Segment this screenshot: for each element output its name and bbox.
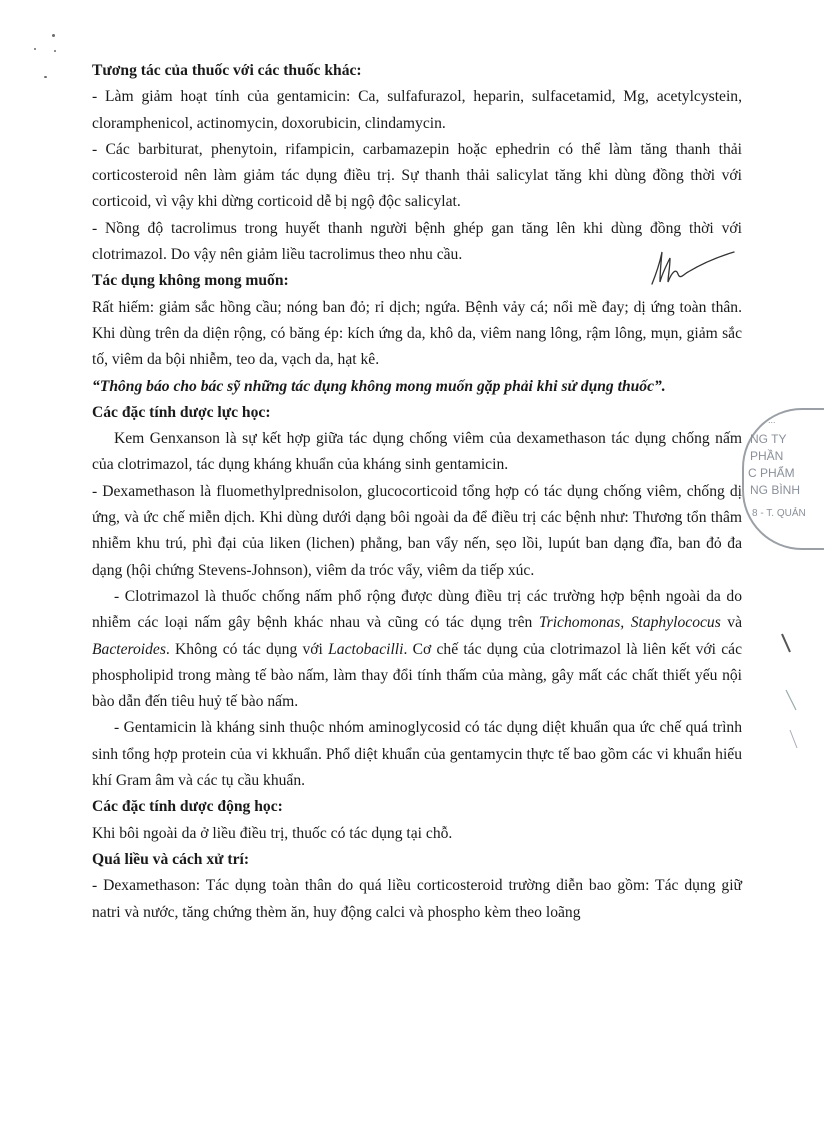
paragraph: Rất hiếm: giảm sắc hồng cầu; nóng ban đỏ; rỉ dịch; ngứa. Bệnh vảy cá; nổi mề đay; dị ứng toàn thân. Khi dùng trên da diện rộng, có băng ép: kích ứng da, khô da, viêm nang lông, rậm lông, mụn, giảm sắc tố, viêm da bội nhiễm, teo da, vạch da, hạt kê. [92, 298, 742, 369]
stamp-text: NG TY [750, 432, 787, 446]
margin-speck [54, 50, 56, 52]
stamp-text: PHẦN [750, 449, 784, 463]
stamp-text: NG BÌNH [750, 483, 801, 497]
paragraph: Khi bôi ngoài da ở liều điều trị, thuốc có tác dụng tại chỗ. [92, 824, 453, 842]
company-stamp [742, 408, 824, 550]
edge-mark-icon [770, 630, 799, 760]
paragraph: Kem Genxanson là sự kết hợp giữa tác dụng chống viêm của dexamethason tác dụng chống nấm của clotrimazol, tác dụng kháng khuẩn của kháng sinh gentamicin. [92, 430, 742, 474]
margin-speck [44, 76, 47, 78]
stamp-text: ... [768, 415, 776, 425]
stamp-text: 8 - T. QUẢN [752, 508, 806, 519]
text-span: . Không có tác dụng với [165, 640, 329, 658]
paragraph: - Dexamethason: Tác dụng toàn thân do quá liều corticosteroid trường diễn bao gồm: Tác dụng giữ natri và nước, tăng chứng thèm ăn, huy động calci và phospho kèm theo loãng [92, 877, 742, 921]
stamp-text: C PHẨM [748, 466, 795, 480]
organism-name: Staphylococus [630, 614, 721, 632]
organism-name: Lactobacilli [328, 640, 404, 658]
section-heading-overdose: Quá liều và cách xử trí: [92, 850, 250, 868]
text-span: và [720, 614, 742, 632]
text-span: . Cơ chế tác dụng của clotrimazol là liên kết với các phospholipid trong màng tế bào nấm, làm thay đổi tính thấm của màng, gây mất các chất thiết yếu nội bào dẫn đến tiêu huỷ tế bào nấm. [92, 640, 743, 711]
section-heading-side-effects: Tác dụng không mong muốn: [92, 272, 289, 290]
section-heading-pharmacokinetics: Các đặc tính dược động học: [92, 798, 283, 816]
signature-icon [648, 244, 738, 290]
paragraph: - Làm giảm hoạt tính của gentamicin: Ca, sulfafurazol, heparin, sulfacetamid, Mg, acetylcystein, cloramphenicol, actinomycin, doxorubicin, clindamycin. [92, 88, 742, 132]
paragraph: - Gentamicin là kháng sinh thuộc nhóm aminoglycosid có tác dụng diệt khuẩn qua ức chế quá trình sinh tổng hợp protein của vi kkhuẩn. Phổ diệt khuẩn của gentamycin thực tế bao gồm các vi khuẩn hiếu khí Gram âm và các tụ cầu khuẩn. [92, 719, 742, 790]
margin-speck [52, 34, 55, 37]
document-body [92, 58, 742, 926]
paragraph: - Nồng độ tacrolimus trong huyết thanh người bệnh ghép gan tăng lên khi dùng đồng thời với clotrimazol. Do vậy nên giảm liều tacrolimus theo nhu cầu. [92, 219, 742, 264]
paragraph: - Các barbiturat, phenytoin, rifampicin, carbamazepin hoặc ephedrin có thể làm tăng thanh thải corticosteroid nên làm giảm tác dụng điều trị. Sự thanh thải salicylat tăng khi dùng đồng thời với corticoid, vì vậy khi dừng corticoid dễ bị ngộ độc salicylat. [92, 140, 742, 211]
margin-speck [34, 48, 36, 50]
warning-note: “Thông báo cho bác sỹ những tác dụng không mong muốn gặp phải khi sử dụng thuốc”. [92, 377, 666, 395]
text-span: - Clotrimazol là thuốc chống nấm phổ rộng được dùng điều trị các trường hợp bệnh ngoài da do nhiễm các loại nấm gây bệnh khác nhau và cũng có tác dụng trên [92, 587, 742, 632]
organism-name: Trichomonas, [538, 614, 625, 632]
paragraph-clotrimazol [92, 584, 742, 715]
section-heading-interactions: Tương tác của thuốc với các thuốc khác: [92, 62, 362, 79]
organism-name: Bacteroides [92, 640, 166, 658]
section-heading-pharmacodynamics: Các đặc tính dược lực học: [92, 403, 271, 421]
paragraph: - Dexamethason là fluomethylprednisolon, glucocorticoid tổng hợp có tác dụng chống viêm, chống dị ứng, và ức chế miễn dịch. Khi dùng dưới dạng bôi ngoài da để điều trị các bệnh như: Thương tổn thâm nhiễm khu trú, phì đại của liken (lichen) phẳng, ban vẩy nến, sẹo lồi, lupút ban dạng đĩa, ban đỏ đa dạng (hội chứng Stevens-Johnson), viêm da tróc vẩy, viêm da tiếp xúc. [92, 482, 742, 579]
